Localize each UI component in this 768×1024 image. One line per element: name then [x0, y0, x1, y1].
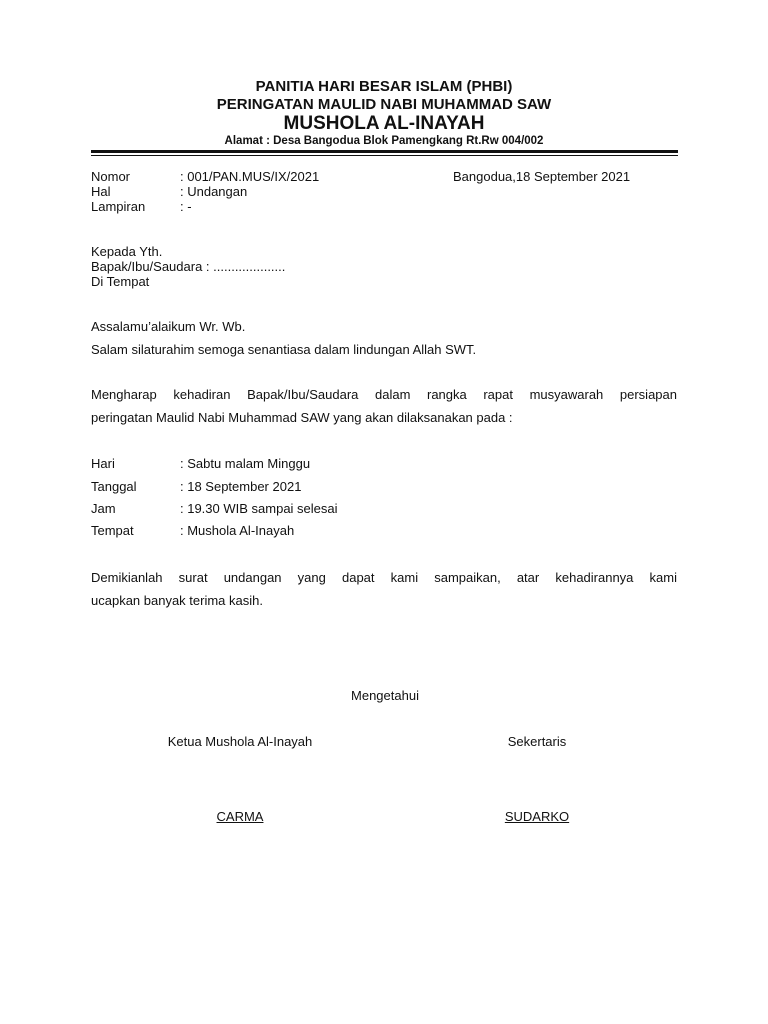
jam-label: Jam — [91, 501, 116, 516]
chairman-name: CARMA — [216, 809, 264, 824]
chairman-title: Ketua Mushola Al-Inayah — [167, 734, 313, 749]
nomor-label: Nomor — [91, 169, 131, 184]
tanggal-value: : 18 September 2021 — [180, 479, 302, 494]
secretary-title: Sekertaris — [507, 734, 567, 749]
nomor-value: : 001/PAN.MUS/IX/2021 — [180, 169, 320, 184]
header-rule-thin — [91, 155, 678, 156]
header-address: Alamat : Desa Bangodua Blok Pamengkang Rt.Rw 004/002 — [224, 135, 544, 147]
greeting-wish: Salam silaturahim semoga senantiasa dalam lindungan Allah SWT. — [91, 342, 477, 357]
recipient-name: Bapak/Ibu/Saudara : .................... — [91, 259, 286, 274]
acknowledged-label: Mengetahui — [351, 688, 419, 703]
lampiran-label: Lampiran — [91, 199, 146, 214]
tempat-label: Tempat — [91, 523, 134, 538]
jam-value: : 19.30 WIB sampai selesai — [180, 501, 338, 516]
recipient-place: Di Tempat — [91, 274, 150, 289]
header-event: PERINGATAN MAULID NABI MUHAMMAD SAW — [216, 96, 552, 113]
recipient-salutation: Kepada Yth. — [91, 244, 163, 259]
closing-paragraph — [91, 566, 677, 612]
header-organization: MUSHOLA AL-INAYAH — [283, 113, 485, 134]
header-rule-thick — [91, 150, 678, 153]
closing-line-2: ucapkan banyak terima kasih. — [91, 593, 263, 608]
header-committee: PANITIA HARI BESAR ISLAM (PHBI) — [255, 78, 513, 95]
closing-line-1: Demikianlah surat undangan yang dapat kami sampaikan, atar kehadirannya kami — [91, 570, 677, 585]
lampiran-value: : - — [180, 199, 192, 214]
hari-value: : Sabtu malam Minggu — [180, 456, 311, 471]
place-date: Bangodua,18 September 2021 — [453, 169, 631, 184]
tempat-value: : Mushola Al-Inayah — [180, 523, 295, 538]
body-paragraph — [91, 383, 677, 429]
hal-value: : Undangan — [180, 184, 248, 199]
body-line-2: peringatan Maulid Nabi Muhammad SAW yang akan dilaksanakan pada : — [91, 410, 513, 425]
hari-label: Hari — [91, 456, 115, 471]
tanggal-label: Tanggal — [91, 479, 137, 494]
greeting-opening: Assalamu’alaikum Wr. Wb. — [91, 319, 246, 334]
body-line-1: Mengharap kehadiran Bapak/Ibu/Saudara dalam rangka rapat musyawarah persiapan — [91, 387, 677, 402]
secretary-name: SUDARKO — [504, 809, 570, 824]
hal-label: Hal — [91, 184, 111, 199]
